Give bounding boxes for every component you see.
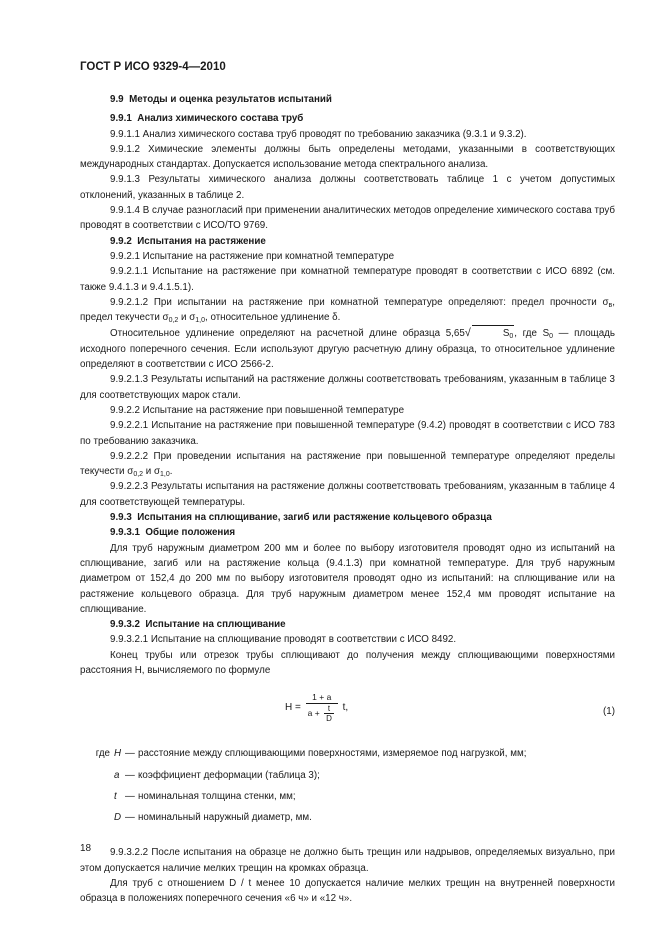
document-body <box>80 92 615 907</box>
paragraph-tube-end: Конец трубы или отрезок трубы сплющивают до получения между сплющивающими поверхностями расстояния H, вычисляемого по формуле <box>80 649 615 676</box>
paragraph-9-9-2-2-1: 9.9.2.2.1 Испытание на растяжение при повышенной температуре (9.4.2) проводят в соответствии с ИСО 783 по требованию заказчика. <box>80 420 615 447</box>
section-heading-9-9: 9.9 Методы и оценка результатов испытаний <box>110 94 332 105</box>
paragraph-9-9-3-2-1: 9.9.3.2.1 Испытание на сплющивание проводят в соответствии с ИСО 8492. <box>110 634 457 646</box>
definition-row: a — коэффициент деформации (таблица 3); <box>114 769 320 781</box>
formula-lhs: H = <box>285 702 301 714</box>
subsection-heading-9-9-3: 9.9.3 Испытания на сплющивание, загиб или растяжение кольцевого образца <box>110 512 492 524</box>
sqrt-radicand: $S_0$ <box>472 325 514 341</box>
formula-inner-fraction: $\frac{t}{D}$ <box>326 704 332 724</box>
paragraph-9-9-2-1-1: 9.9.2.1.1 Испытание на растяжение при комнатной температуре проводят в соответствии с ИСО 6892 (см. также 9.4.1.3 и 9.4.1.5.1). <box>80 266 615 293</box>
paragraph-9-9-2-2-2: 9.9.2.2.2 При проведении испытания на растяжение при повышенной температуре определяют пределы текучести $\sigma_{0,2}$ и $\sigma_{1,0}$. <box>80 450 615 479</box>
formula-1 <box>80 684 615 744</box>
document-header: ГОСТ Р ИСО 9329-4—2010 <box>80 61 226 73</box>
paragraph-elongation: Относительное удлинение определяют на расчетной длине образца 5,65√ $S_0$, где $S_0$ — площадь исходного поперечного сечения. Если используют другую расчетную длину образца, то относительное удлинение определяют в соответствии с ИСО 2566-2. <box>80 327 615 371</box>
paragraph-ratio: Для труб с отношением D / t менее 10 допускается наличие мелких трещин на внутренней поверхности образца в положениях поперечного сечения «6 ч» и «12 ч». <box>80 878 615 905</box>
paragraph-9-9-2-1-3: 9.9.2.1.3 Результаты испытаний на растяжение должны соответствовать требованиям, указанным в таблице 3 для соответствующих марок стали. <box>80 374 615 401</box>
formula-expression <box>285 692 348 723</box>
equation-number: (1) <box>603 706 615 718</box>
paragraph-9-9-2-2: 9.9.2.2 Испытание на растяжение при повышенной температуре <box>110 404 405 416</box>
paragraph-9-9-3-1: Для труб наружным диаметром 200 мм и более по выбору изготовителя проводят одно из испытаний на сплющивание, загиб или на растяжение кольца (9.4.1.3) при комнатной температуре. Для труб наружным диаметром от 152,4 до 200 мм по выбору изготовителя проводят одно из испытаний: на сплющивание или на растяжение кольцевого образца. Для труб наружным диаметром менее 152,4 мм проводят испытание на сплющивание. <box>80 542 615 615</box>
formula-tail: t, <box>342 702 349 714</box>
paragraph-9-9-2-1-2: 9.9.2.1.2 При испытании на растяжение при комнатной температуре определяют: предел прочности $\sigma_в$, предел текучести $\sigma_{0,2}$ и $\sigma_{1,0}$, относительное удлинение δ. <box>80 296 615 325</box>
paragraph-9-9-3-2-2: 9.9.3.2.2 После испытания на образце не должно быть трещин или надрывов, определяемых визуально, при этом допускается наличие мелких трещин на кромках образца. <box>80 847 615 874</box>
sqrt-symbol: √ <box>464 327 471 340</box>
paragraph-9-9-2-2-3: 9.9.2.2.3 Результаты испытания на растяжение должны соответствовать требованиям, указанным в таблице 4 для соответствующей температуры. <box>80 481 615 508</box>
paragraph-9-9-1-2: 9.9.1.2 Химические элементы должны быть определены методами, указанными в соответствующих международных стандартах. Допускается использование метода спектрального анализа. <box>80 143 615 171</box>
formula-denominator: a + $\frac{t}{D}$ <box>307 704 332 724</box>
subsection-heading-9-9-2: 9.9.2 Испытания на растяжение <box>110 235 266 247</box>
formula-numerator: 1 + a <box>306 692 338 704</box>
formula-fraction <box>306 692 338 723</box>
paragraph-9-9-2-1: 9.9.2.1 Испытание на растяжение при комнатной температуре <box>110 250 395 262</box>
definition-row: D — номинальный наружный диаметр, мм. <box>114 812 312 824</box>
definition-row: t — номинальная толщина стенки, мм; <box>114 790 296 802</box>
paragraph-9-9-1-4: 9.9.1.4 В случае разногласий при применении аналитических методов определение химического состава труб проводят в соответствии с ИСО/ТО 9769. <box>80 205 615 232</box>
definition-row: где H — расстояние между сплющивающими поверхностями, измеряемое под нагрузкой, мм; <box>95 748 527 760</box>
subsection-heading-9-9-1: 9.9.1 Анализ химического состава труб <box>110 113 304 125</box>
subsection-heading-9-9-3-1: 9.9.3.1 Общие положения <box>110 527 236 539</box>
paragraph-9-9-1-3: 9.9.1.3 Результаты химического анализа должны соответствовать таблице 1 с учетом допустимых отклонений, указанных в таблице 2. <box>80 174 615 201</box>
definitions-list <box>80 746 615 825</box>
paragraph-9-9-1-1: 9.9.1.1 Анализ химического состава труб проводят по требованию заказчика (9.3.1 и 9.3.2). <box>110 128 527 140</box>
page-number: 18 <box>80 843 92 854</box>
subsection-heading-9-9-3-2: 9.9.3.2 Испытание на сплющивание <box>110 619 286 631</box>
